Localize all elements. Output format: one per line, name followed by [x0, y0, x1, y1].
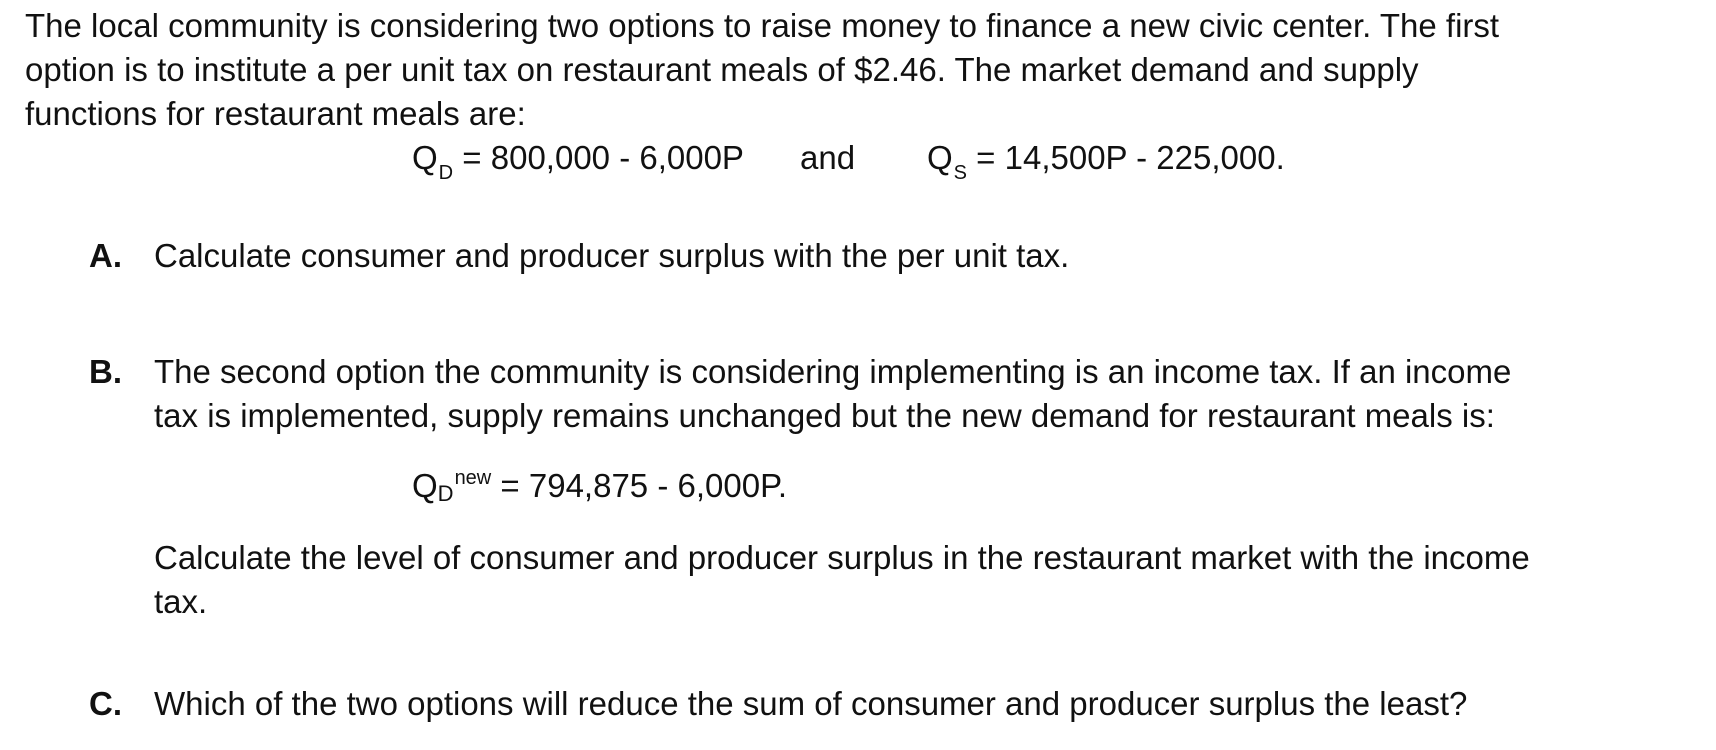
qs-rhs: = 14,500P - 225,000. — [967, 139, 1285, 176]
new-demand-equation — [412, 466, 787, 511]
intro-line-1: The local community is considering two options to raise money to finance a new civic center. The first — [25, 7, 1500, 44]
qdnew-superscript: new — [454, 467, 492, 489]
part-c-label: C. — [89, 685, 122, 722]
part-c-text: Which of the two options will reduce the sum of consumer and producer surplus the least? — [154, 685, 1468, 722]
and-word: and — [800, 139, 856, 176]
part-b-label: B. — [89, 353, 122, 390]
qd-subscript: D — [438, 162, 454, 184]
qd-symbol: Q — [412, 139, 438, 176]
part-b-line-2: tax is implemented, supply remains unchanged but the new demand for restaurant meals is: — [154, 397, 1495, 434]
qdnew-rhs: = 794,875 - 6,000P. — [491, 467, 787, 504]
qdnew-subscript: D — [437, 481, 454, 506]
supply-equation — [927, 138, 1285, 183]
part-b-line-1: The second option the community is considering implementing is an income tax. If an income — [154, 353, 1512, 390]
intro-line-3: functions for restaurant meals are: — [25, 95, 526, 132]
qdnew-symbol: Q — [412, 467, 438, 504]
part-b-line-3: Calculate the level of consumer and producer surplus in the restaurant market with the income — [154, 539, 1530, 576]
part-a-label: A. — [89, 237, 122, 274]
qs-symbol: Q — [927, 139, 953, 176]
part-b-line-4: tax. — [154, 583, 208, 620]
qs-subscript: S — [953, 162, 968, 184]
intro-line-2: option is to institute a per unit tax on restaurant meals of $2.46. The market demand and supply — [25, 51, 1419, 88]
demand-equation — [412, 138, 744, 183]
qd-rhs: = 800,000 - 6,000P — [453, 139, 744, 176]
part-a-text: Calculate consumer and producer surplus with the per unit tax. — [154, 237, 1070, 274]
